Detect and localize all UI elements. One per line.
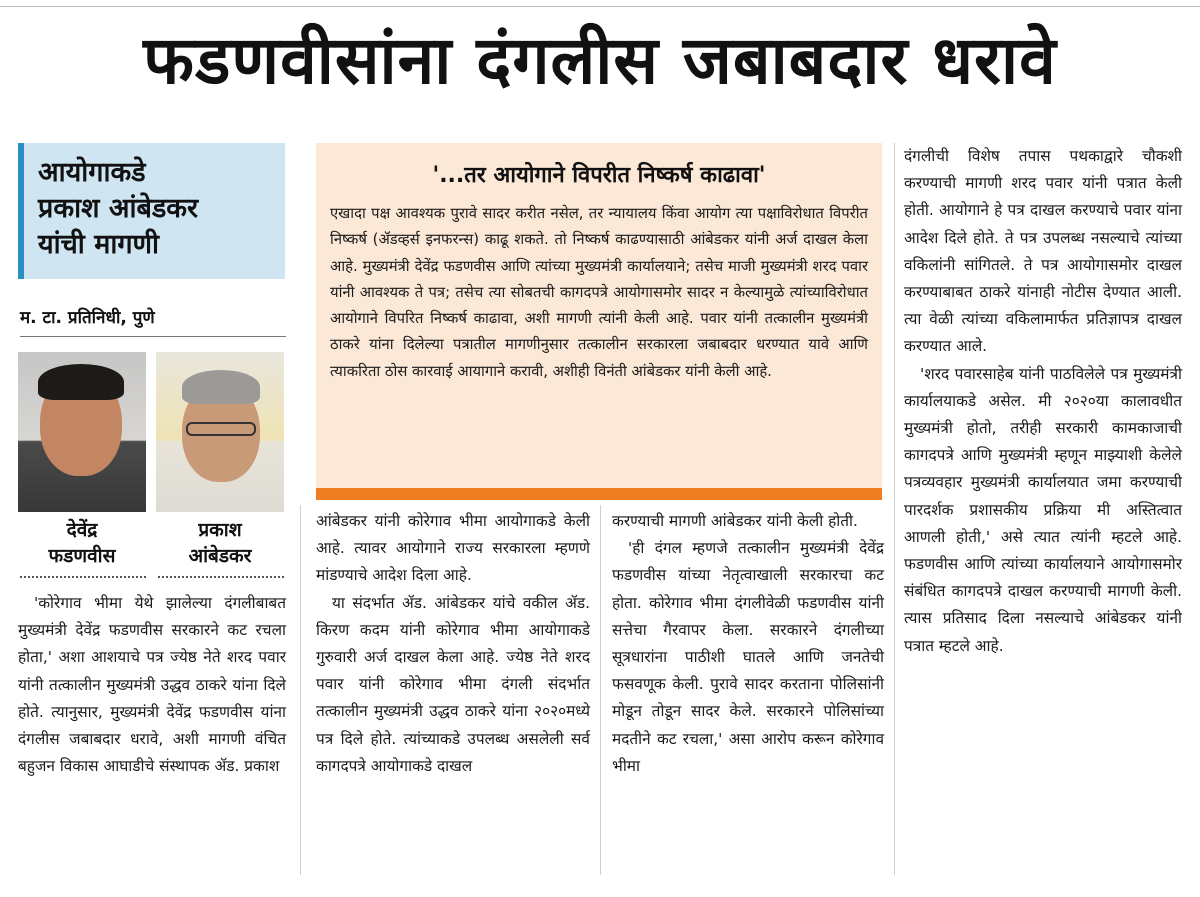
inset-box bbox=[316, 143, 882, 488]
paragraph: या संदर्भात ॲड. आंबेडकर यांचे वकील ॲड. किरण कदम यांनी कोरेगाव भीमा आयोगाकडे गुरुवारी अर्ज दाखल केला आहे. ज्येष्ठ नेते शरद पवार यांनी कोरेगाव भीमा दंगली संदर्भात तत्कालीन मुख्यमंत्री उद्धव ठाकरे यांना २०२०मध्ये पत्र दिले होते. त्यांच्याकडे उपलब्ध असलेली सर्व कागदपत्रे आयोगाकडे दाखल bbox=[316, 593, 590, 775]
kicker-line-2: प्रकाश आंबेडकर bbox=[38, 192, 199, 224]
inset-accent-bar bbox=[316, 488, 882, 500]
column-divider bbox=[300, 505, 301, 875]
caption-divider bbox=[20, 576, 146, 578]
article-column-1 bbox=[18, 590, 286, 780]
inset-title: '...तर आयोगाने विपरीत निष्कर्ष काढावा' bbox=[432, 163, 766, 188]
paragraph: दंगलीची विशेष तपास पथकाद्वारे चौकशी करण्याची मागणी शरद पवार यांनी पत्रात केली होती. आयोगाने हे पत्र दाखल करण्याचे पवार यांना आदेश दिले होते. ते पत्र उपलब्ध नसल्याचे त्यांच्या वकिलांनी सांगितले. ते पत्र आयोगासमोर दाखल करण्याबाबत ठाकरे यांनाही नोटीस देण्यात आली. त्या वेळी त्यांच्या वकिलामार्फत प्रतिज्ञापत्र दाखल करण्यात आले. bbox=[904, 147, 1182, 356]
paragraph: करण्याची मागणी आंबेडकर यांनी केली होती. bbox=[612, 512, 858, 530]
caption-line: आंबेडकर bbox=[188, 544, 252, 567]
paragraph: 'ही दंगल म्हणजे तत्कालीन मुख्यमंत्री देवेंद्र फडणवीस यांच्या नेतृत्वाखाली सरकारचा कट होता. कोरेगाव भीमा दंगलीवेळी फडणवीस यांनी सत्तेचा गैरवापर केला. सरकारने दंगलीच्या सूत्रधारांना पाठीशी घातले आणि जनतेची फसवणूक केली. पुरावे सादर करताना पोलिसांनी मोडून तोडून सादर केले. सरकारने पोलिसांच्या मदतीने कट रचला,' असा आरोप करून कोरेगाव भीमा bbox=[612, 539, 884, 775]
column-divider bbox=[894, 143, 895, 875]
caption-line: देवेंद्र bbox=[66, 519, 98, 541]
kicker-box bbox=[18, 143, 285, 279]
photo-prakash-ambedkar bbox=[156, 352, 284, 512]
article-column-2 bbox=[316, 508, 590, 780]
kicker-line-1: आयोगाकडे bbox=[38, 157, 146, 188]
caption-line: फडणवीस bbox=[48, 544, 116, 567]
column-divider bbox=[600, 505, 601, 875]
article-column-3 bbox=[612, 508, 884, 780]
paragraph: 'शरद पवारसाहेब यांनी पाठविलेले पत्र मुख्यमंत्री कार्यालयाकडे असेल. मी २०२०या कालावधीत मुख्यमंत्री होतो, तरीही सरकारी कामकाजाची कागदपत्रे आणि मुख्यमंत्री म्हणून माझ्याशी केलेले पत्रव्यवहार मुख्यमंत्री कार्यालयात जमा करण्याची पारदर्शक प्रशासकीय प्रक्रिया मी अस्तित्वात आणली होती,' असे त्यात त्यांनी म्हटले आहे. फडणवीस आणि त्यांच्या कार्यालयाने आयोगासमोर संबंधित कागदपत्रे दाखल करण्याची मागणी केली. त्यास प्रतिसाद दिला नसल्याचे आंबेडकर यांनी पत्रात म्हटले आहे. bbox=[904, 364, 1182, 655]
hair-shape bbox=[38, 364, 124, 400]
top-rule bbox=[0, 6, 1200, 7]
caption-line: प्रकाश bbox=[198, 519, 242, 541]
inset-body: एखादा पक्ष आवश्यक पुरावे सादर करीत नसेल, तर न्यायालय किंवा आयोग त्या पक्षाविरोधात विपरीत निष्कर्ष (ॲडव्हर्स इनफरन्स) काढू शकते. तो निष्कर्ष काढण्यासाठी आंबेडकर यांनी अर्ज दाखल केला आहे. मुख्यमंत्री देवेंद्र फडणवीस आणि त्यांच्या मुख्यमंत्री कार्यालयाने; तसेच माजी मुख्यमंत्री शरद पवार यांनी आवश्यक ते पत्र; तसेच त्या सोबतची कागदपत्रे आयोगासमोर सादर न केल्यामुळे त्यांच्याविरोधात आयोगाने विपरित निष्कर्ष काढावा, अशी मागणी त्यांनी केली आहे. पवार यांनी तत्कालीन मुख्यमंत्री ठाकरे यांना दिलेल्या पत्रातील मागणीनुसार तत्कालीन सरकारला जबाबदार धरण्यात यावे आणि त्याकरिता ठोस कारवाई आयागाने करावी, अशीही विनंती आंबेडकर यांनी केली आहे. bbox=[330, 205, 868, 380]
headline: फडणवीसांना दंगलीस जबाबदार धरावे bbox=[143, 22, 1057, 99]
paragraph: आंबेडकर यांनी कोरेगाव भीमा आयोगाकडे केली आहे. त्यावर आयोगाने राज्य सरकारला म्हणणे मांडण्याचे आदेश दिला आहे. bbox=[316, 512, 590, 585]
paragraph: 'कोरेगाव भीमा येथे झालेल्या दंगलीबाबत मुख्यमंत्री देवेंद्र फडणवीस सरकारने कट रचला होता,' अशा आशयाचे पत्र ज्येष्ठ नेते शरद पवार यांनी तत्कालीन मुख्यमंत्री उद्धव ठाकरे यांना दिले होते. त्यानुसार, मुख्यमंत्री देवेंद्र फडणवीस यांना दंगलीस जबाबदार धरावे, अशी मागणी वंचित बहुजन विकास आघाडीचे संस्थापक ॲड. प्रकाश bbox=[18, 594, 286, 776]
byline-rule bbox=[20, 336, 286, 337]
kicker-line-3: यांची मागणी bbox=[38, 228, 160, 260]
byline: म. टा. प्रतिनिधी, पुणे bbox=[20, 308, 155, 328]
photo-caption-fadnavis bbox=[18, 518, 146, 569]
photo-caption-ambedkar bbox=[156, 518, 284, 569]
article-column-4 bbox=[904, 143, 1182, 660]
photo-devendra-fadnavis bbox=[18, 352, 146, 512]
hair-shape bbox=[182, 370, 260, 404]
caption-divider bbox=[158, 576, 284, 578]
glasses-shape bbox=[186, 422, 256, 436]
